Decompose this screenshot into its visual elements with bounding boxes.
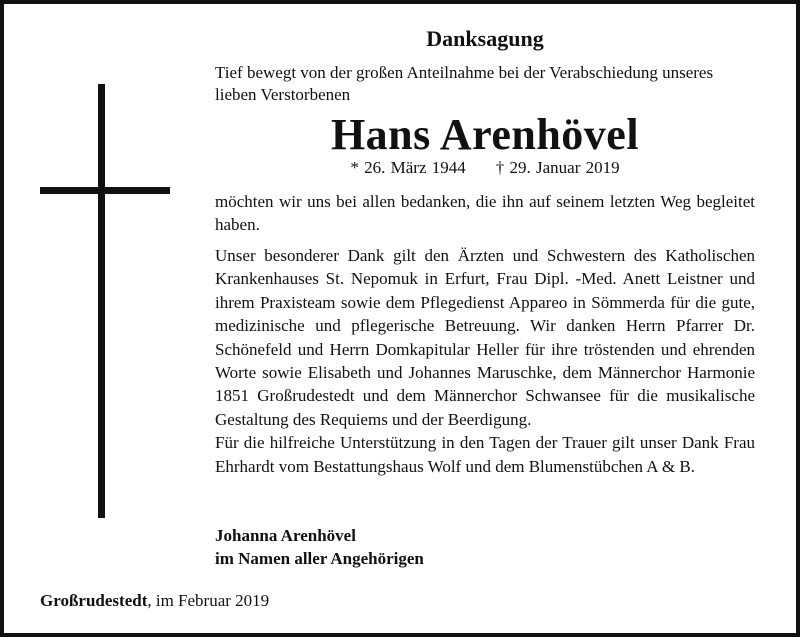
special-thanks-block — [215, 244, 755, 478]
notice-heading: Danksagung — [426, 26, 544, 51]
signature — [215, 524, 755, 570]
place-name: Großrudestedt — [40, 591, 148, 610]
thanks-paragraph: möchten wir uns bei allen bedanken, die ihn auf seinem letzten Weg begleitet haben. — [215, 192, 755, 234]
cross-icon — [98, 84, 105, 518]
deceased-name: Hans Arenhövel — [330, 110, 640, 159]
signature-name: Johanna Arenhövel — [215, 526, 356, 545]
place-date-text: , im Februar 2019 — [147, 591, 270, 610]
place-date — [40, 590, 269, 612]
life-dates — [215, 157, 755, 179]
intro-text — [215, 62, 755, 106]
intro-line-2: lieben Verstorbenen — [215, 85, 351, 104]
intro-line-1: Tief bewegt von der großen Anteilnahme bei der Verabschiedung unseres — [215, 63, 714, 82]
death-date: † 29. Januar 2019 — [495, 158, 620, 177]
signature-line: im Namen aller Angehörigen — [215, 549, 424, 568]
funeral-thanks-paragraph: Für die hilfreiche Unterstützung in den Tagen der Trauer gilt unser Dank Frau Ehrhardt vom Bestattungshaus Wolf und dem Blumenstübchen A & B. — [215, 433, 755, 476]
cross-icon-bar — [40, 187, 170, 194]
birth-date: * 26. März 1944 — [350, 158, 466, 177]
special-thanks-paragraph: Unser besonderer Dank gilt den Ärzten und Schwestern des Katholischen Krankenhauses St. Nepomuk in Erfurt, Frau Dipl. -Med. Anett Leistner und ihrem Praxisteam sowie dem Pflegedienst Appareo in Sömmerda für die gute, medizinische und pflegerische Betreuung. Wir danken Herrn Pfarrer Dr. Schönefeld und Herrn Domkapitular Heller für ihre tröstenden und ehrenden Worte sowie Elisabeth und Johannes Maruschke, dem Männerchor Harmonie 1851 Großrudestedt und dem Männerchor Schwansee für die musikalische Gestaltung des Requiems und der Beerdigung. — [215, 246, 755, 429]
